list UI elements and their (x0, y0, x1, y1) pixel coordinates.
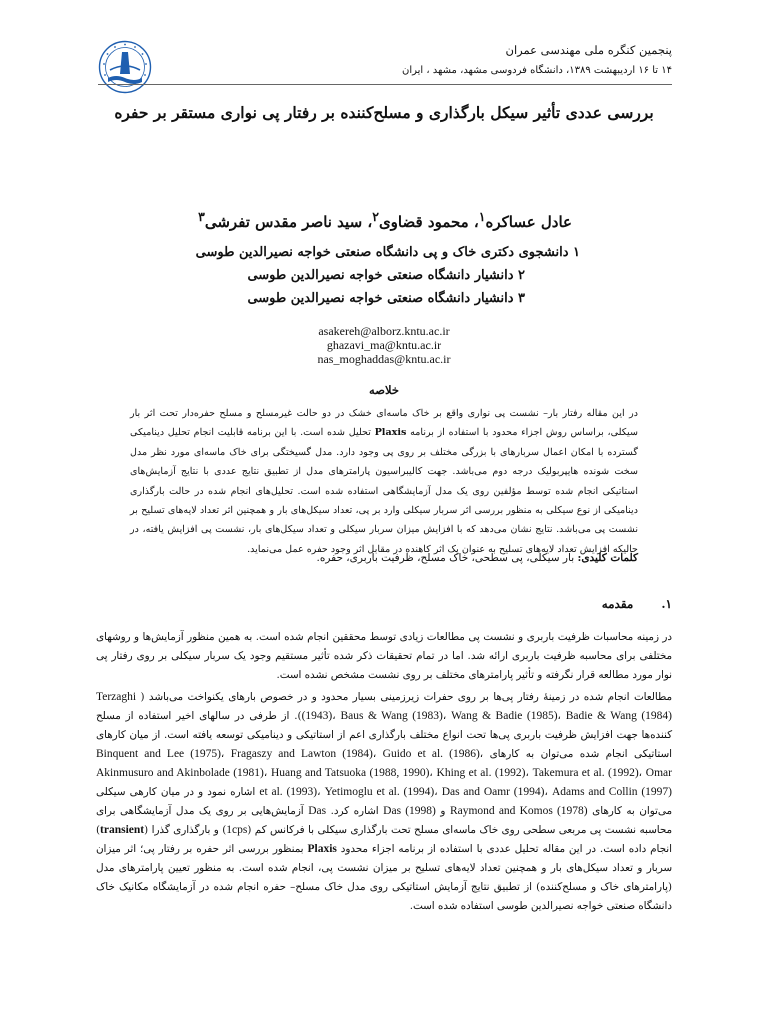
author-list: عادل عساکره$^۱$، محمود قضاوی$^۲$، سید ناصر مقدس تفرشی$^۳$ (198, 209, 572, 231)
section-title: مقدمه (601, 597, 634, 611)
paper-title: بررسی عددی تأثیر سیکل بارگذاری و مسلح‌کننده بر رفتار پی نواری مستقر بر حفره (114, 103, 654, 122)
intro-paragraph-2: مطالعات انجام شده در زمینهٔ رفتار پی‌ها بر روی حفرات زیرزمینی بسیار محدود و در خصوص بارهای یکنواخت می‌باشد ( Terzaghi (1943)، Baus & Wang (1983)، Wang & Badie (1985)، Badie & Wang (1984)). از طرفی در سالهای اخیر استفاده از مسلح کننده‌ها جهت افزایش ظرفیت باربری پی‌ها تحت انواع مختلف بارگذاری اعم از استاتیکی و دینامیکی توسعه یافته است. از میان کارهای استاتیکی انجام شده می‌توان به کارهای Binquent and Lee (1975)، Fragaszy and Lawton (1984)، Guido et al. (1986)، Akinmusuro and Akinbolade (1981)، Huang and Tatsuoka (1988, 1990)، Khing et al. (1992)، Takemura et al. (1992)، Omar et al. (1993)، Yetimoglu et al. (1994)، Das and Oamr (1994)، Adams and Collin (1997) اشاره نمود و در میان کارهی سیکلی می‌توان به کارهای Raymond and Komos (1978) و Das (1998) اشاره کرد. Das آزمایش‌هایی بر روی یک مدل آزمایشگاهی برای محاسبه نشست پی مربعی سطحی روی خاک ماسه‌ای مسلح تحت بارگذاری سیکلی با فرکانس کم (1cps) و بارگذاری گذرا (transient) انجام داده است. در این مقاله تحلیل عددی با استفاده از برنامه اجزاء محدود Plaxis بمنظور بررسی اثر حفره بر رفتار پی؛ اثر میزان سربار و تعداد سیکل‌های بار و همچنین تعداد لایه‌های تسلیح بر میزان نشست پی، انجام شده است. به منظور تعیین پارامترهای مدل (پارامترهای خاک و مسلح‌کننده) از تطبیق نتایج آزمایش استاتیکی روی مدل خاک مسلح– حفره انجام شده در آزمایشگاه مکانیک خاک دانشگاه صنعتی خواجه نصیرالدین طوسی استفاده شده است. (96, 691, 673, 912)
abstract-heading: خلاصه (369, 383, 399, 397)
affiliation-3: ۳ دانشیار دانشگاه صنعتی خواجه نصیرالدین طوسی (247, 291, 525, 306)
section-heading (602, 597, 672, 611)
email-2[interactable]: ghazavi_ma@kntu.ac.ir (326, 338, 442, 352)
keywords-text: بار سیکلی، پی سطحی، خاک مسلح، ظرفیت باربری، حفره. (316, 552, 578, 564)
section-number: ۱. (661, 597, 672, 611)
author-emails (0, 324, 768, 366)
abstract-text: در این مقاله رفتار بار– نشست پی نواری واقع بر خاک ماسه‌ای خشک در دو حالت غیرمسلح و مسلح حفره‌دار تحت اثر بار سیکلی، براساس روش اجزاء محدود با استفاده از برنامه Plaxis تحلیل شده است. با این برنامه قابلیت انجام تحلیل دینامیکی گسترده با امکان اعمال سربارهای با بزرگی مختلف بر روی پی وجود دارد. مدل گسیختگی برای خاک ماسه‌ای مورد نظر مدل سخت شونده هایپربولیک درجه دوم می‌باشد. جهت کالیبراسیون پارامترهای مدل از تطبیق نتایج عددی با نتایج آزمایش‌های استاتیکی انجام شده توسط مؤلفین روی یک مدل آزمایشگاهی استفاده شده است. تحلیل‌های انجام شده در حالت بارگذاری دینامیکی از نوع سیکلی به منظور بررسی اثر سربار سیکلی وارد بر پی، تعداد سیکل‌های بار و همچنین اثر تعداد لایه‌های تسلیح بر نشست پی می‌باشد. نتایج نشان می‌دهد که با افزایش میزان سربار سیکلی و تعداد سیکل‌های بار، نشست پی افزایش یافته، در حالیکه افزایش تعداد لایه‌های تسلیح به عنوان یک اثر کاهنده در مقابل اثر وجود حفره عمل می‌نماید. (130, 408, 638, 555)
email-3[interactable]: nas_moghaddas@kntu.ac.ir (317, 352, 451, 366)
intro-paragraph-1: در زمینه محاسبات ظرفیت باربری و نشست پی مطالعات زیادی توسط محققین انجام شده است. به همین منظور آزمایش‌ها و روشهای مختلفی برای محاسبه ظرفیت باربری ارائه شد. اما در تمام تحقیقات ذکر شده تأثیر مستقیم وجود یک سربار سیکلی بر روی رفتار پی نوار مورد مطالعه قرار نگرفته و تأثیر پارامترهای مختلف بر روی نشست مشخص نشده است. (96, 631, 672, 681)
conference-name: پنجمین کنگره ملی مهندسی عمران (505, 43, 672, 57)
conference-emblem-icon (98, 40, 152, 94)
affiliation-1: ۱ دانشجوی دکتری خاک و پی دانشگاه صنعتی خواجه نصیرالدین طوسی (195, 245, 580, 260)
email-1[interactable]: asakereh@alborz.kntu.ac.ir (318, 324, 450, 338)
keywords-label: کلمات کلیدی: (577, 552, 638, 564)
affiliation-2: ۲ دانشیار دانشگاه صنعتی خواجه نصیرالدین طوسی (247, 268, 525, 283)
conference-date-place: ۱۴ تا ۱۶ اردیبهشت ۱۳۸۹، دانشگاه فردوسی مشهد، مشهد ، ایران (401, 65, 672, 76)
keywords-line (317, 552, 638, 564)
header-divider (98, 84, 672, 85)
